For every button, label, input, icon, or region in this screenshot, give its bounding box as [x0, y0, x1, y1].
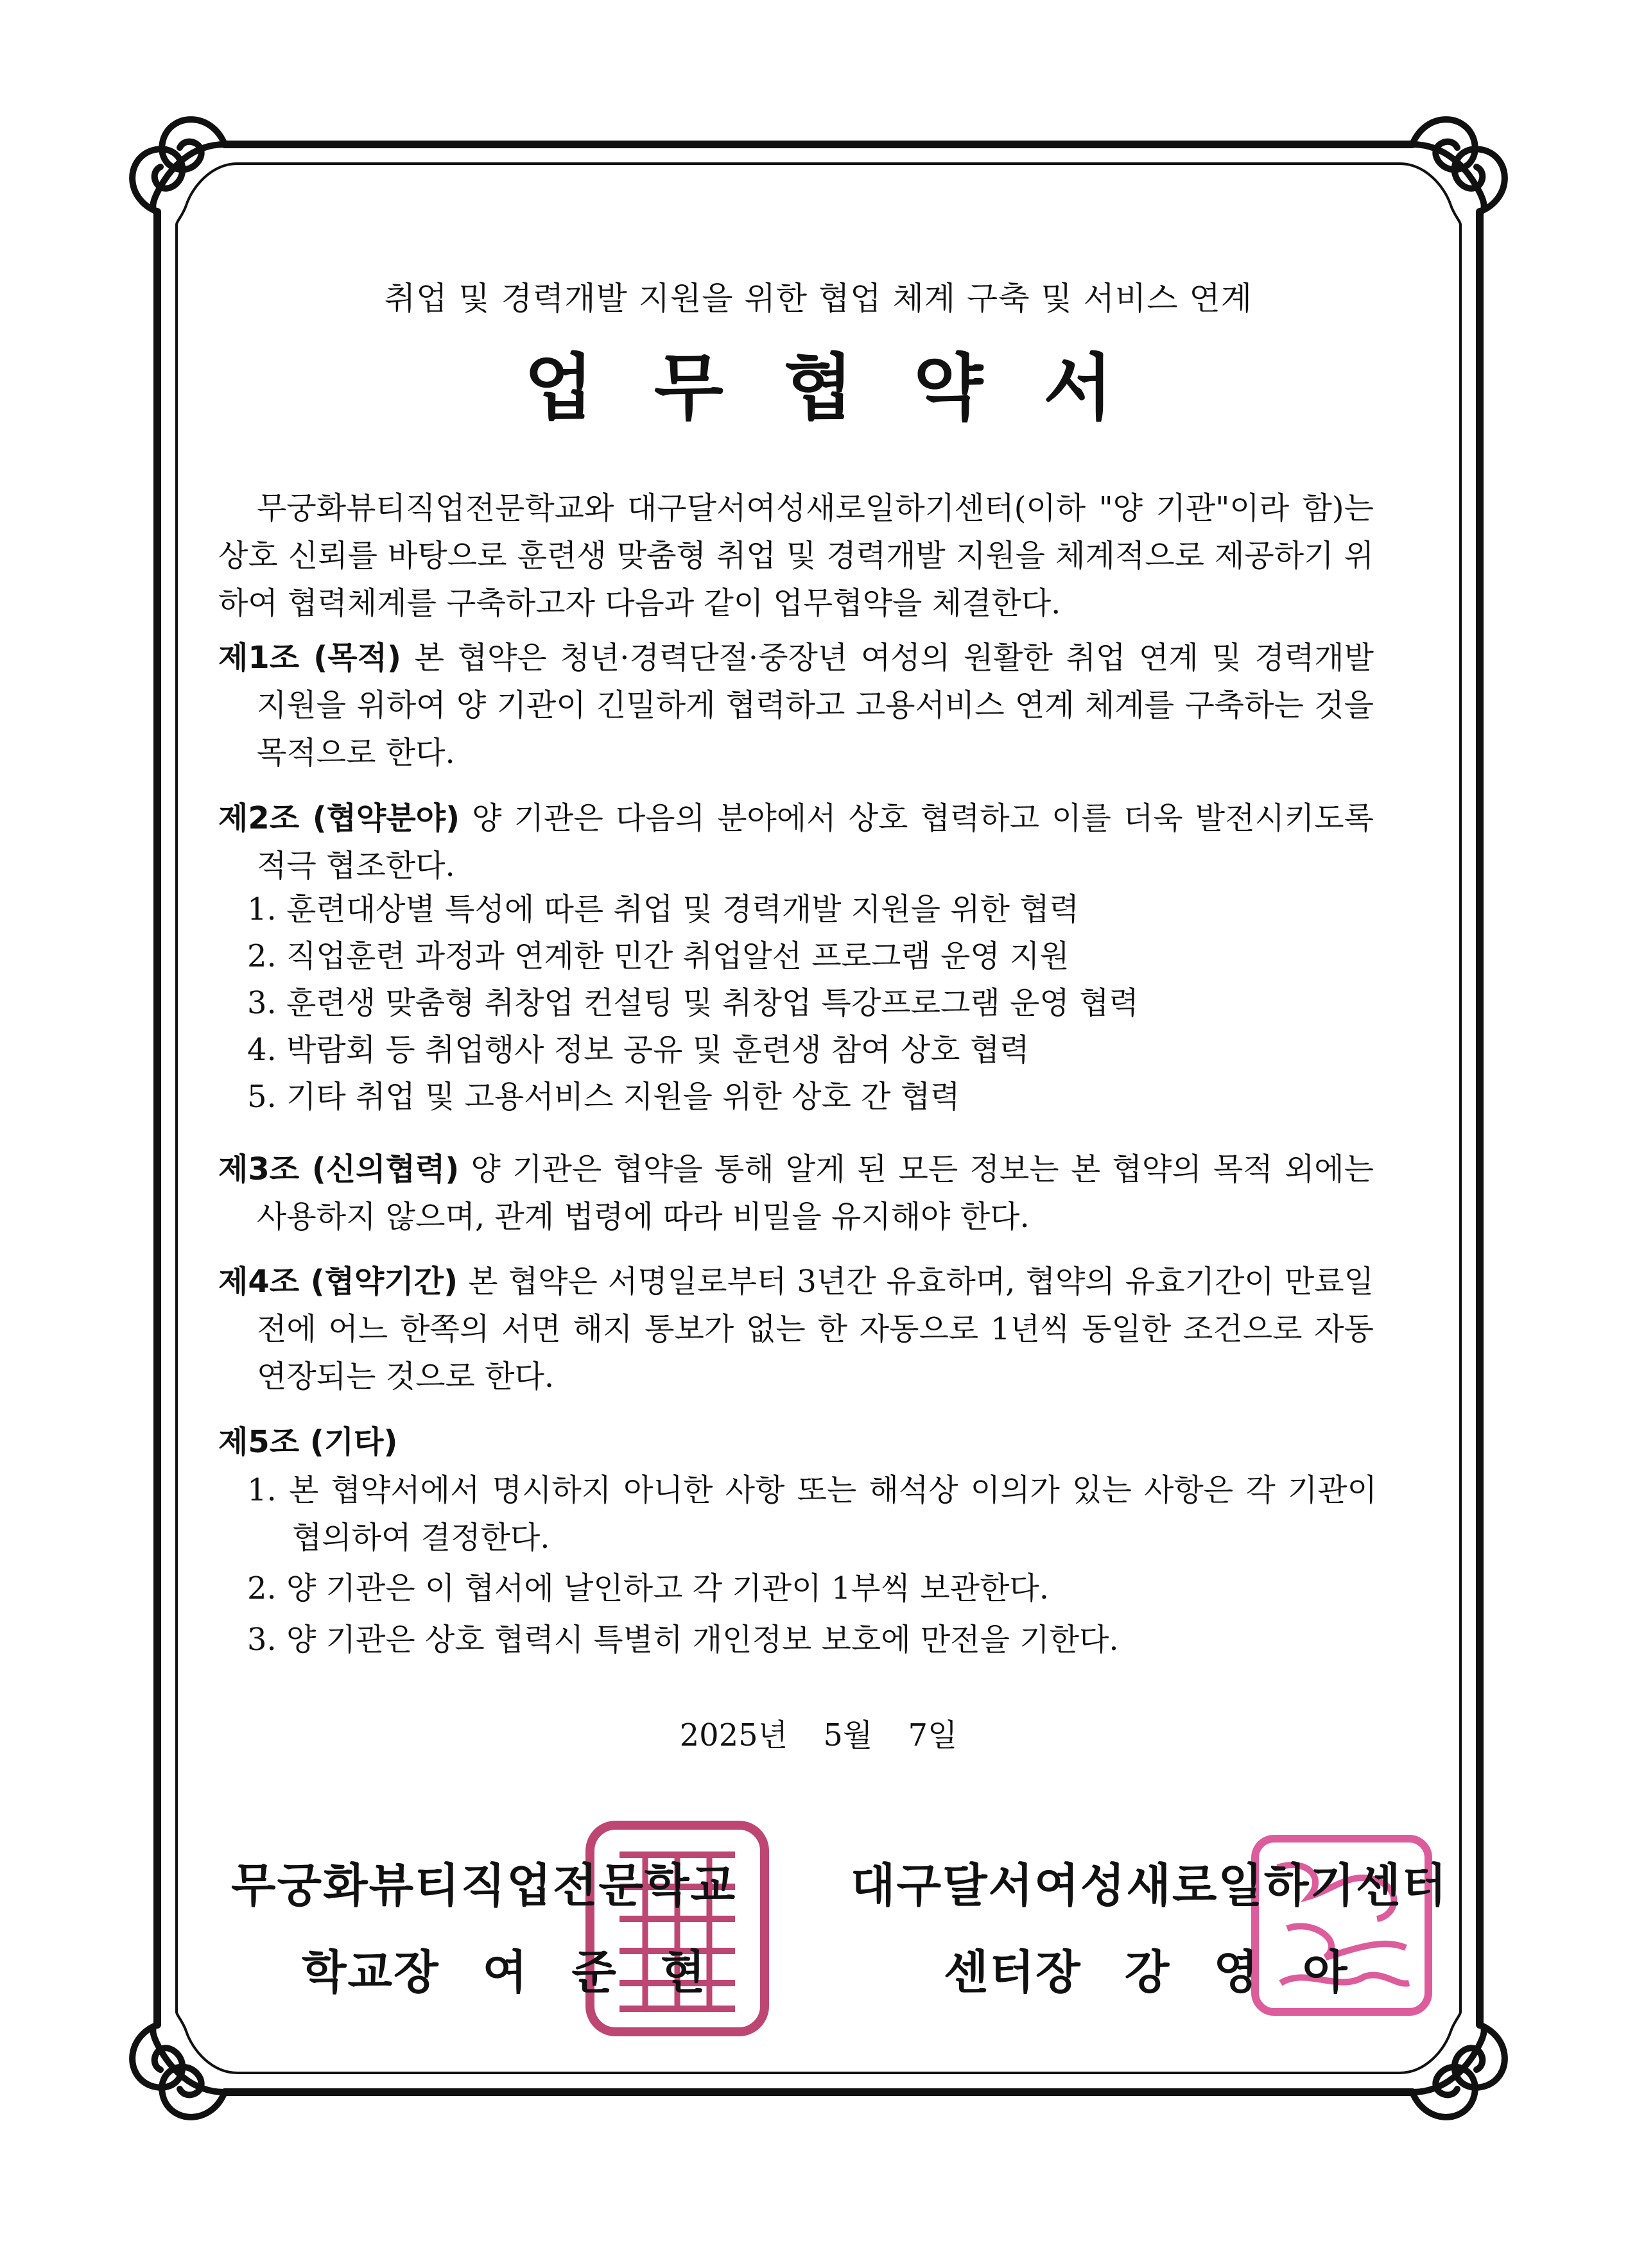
document-subtitle: 취업 및 경력개발 지원을 위한 협업 체계 구축 및 서비스 연계: [384, 280, 1253, 317]
article-2: [218, 795, 1374, 889]
article-5: [218, 1418, 1374, 1466]
article-2-text: 양 기관은 다음의 분야에서 상호 협력하고 이를 더욱 발전시키도록 적극 협조한다.: [257, 800, 1374, 884]
article-3: [218, 1146, 1374, 1241]
party-left-org: 무궁화뷰티직업전문학교: [231, 1859, 737, 1912]
article-5-item-2: 2. 양 기관은 이 협서에 날인하고 각 기관이 1부씩 보관한다.: [247, 1570, 1050, 1606]
article-1-text: 본 협약은 청년·경력단절·중장년 여성의 원활한 취업 연계 및 경력개발 지원을 위하여 양 기관이 긴밀하게 협력하고 고용서비스 연계 체계를 구축하는 것을 목적으로 한다.: [257, 640, 1374, 771]
article-5-item-1: 1. 본 협약서에서 명시하지 아니한 사항 또는 해석상 이의가 있는 사항은 각 기관이 협의하여 결정한다.: [247, 1472, 1377, 1556]
article-2-item-5: 5. 기타 취업 및 고용서비스 지원을 위한 상호 간 협력: [247, 1079, 960, 1115]
article-5-item-3: 3. 양 기관은 상호 협력시 특별히 개인정보 보호에 만전을 기한다.: [247, 1622, 1119, 1658]
article-4-text: 본 협약은 서명일로부터 3년간 유효하며, 협약의 유효기간이 만료일 전에 어느 한쪽의 서면 해지 통보가 없는 한 자동으로 1년씩 동일한 조건으로 자동 연장되는 것으로 한다.: [257, 1264, 1374, 1395]
article-3-text: 양 기관은 협약을 통해 알게 된 모든 정보는 본 협약의 목적 외에는 사용하지 않으며, 관계 법령에 따라 비밀을 유지해야 한다.: [257, 1151, 1374, 1235]
signing-date: 2025년 5월 7일: [679, 1717, 958, 1753]
party-left-rep: 학교장 여 준 현: [302, 1945, 707, 1999]
article-3-heading: 제3조 (신의협력): [218, 1151, 460, 1187]
party-right-org: 대구달서여성새로일하기센터: [851, 1859, 1448, 1912]
article-2-heading: 제2조 (협약분야): [218, 800, 460, 836]
article-4: [218, 1258, 1374, 1400]
article-2-item-1: 1. 훈련대상별 특성에 따른 취업 및 경력개발 지원을 위한 협력: [247, 891, 1079, 927]
article-5-heading: 제5조 (기타): [218, 1424, 398, 1460]
article-2-item-4: 4. 박람회 등 취업행사 정보 공유 및 훈련생 참여 상호 협력: [247, 1032, 1030, 1068]
article-2-item-2: 2. 직업훈련 과정과 연계한 민간 취업알선 프로그램 운영 지원: [247, 938, 1070, 974]
article-2-item-3: 3. 훈련생 맞춤형 취창업 컨설팅 및 취창업 특강프로그램 운영 협력: [247, 985, 1139, 1021]
article-4-heading: 제4조 (협약기간): [218, 1264, 458, 1300]
article-1: [218, 634, 1374, 777]
article-1-heading: 제1조 (목적): [218, 640, 401, 676]
document-title: 업 무 협 약 서: [524, 347, 1113, 430]
intro-paragraph: 무궁화뷰티직업전문학교와 대구달서여성새로일하기센터(이하 "양 기관"이라 함)는 상호 신뢰를 바탕으로 훈련생 맞춤형 취업 및 경력개발 지원을 체계적으로 제공하기 위하여 협력체계를 구축하고자 다음과 같이 업무협약을 체결한다.: [218, 490, 1374, 621]
party-right-rep: 센터장 강 영 아: [944, 1945, 1349, 1999]
